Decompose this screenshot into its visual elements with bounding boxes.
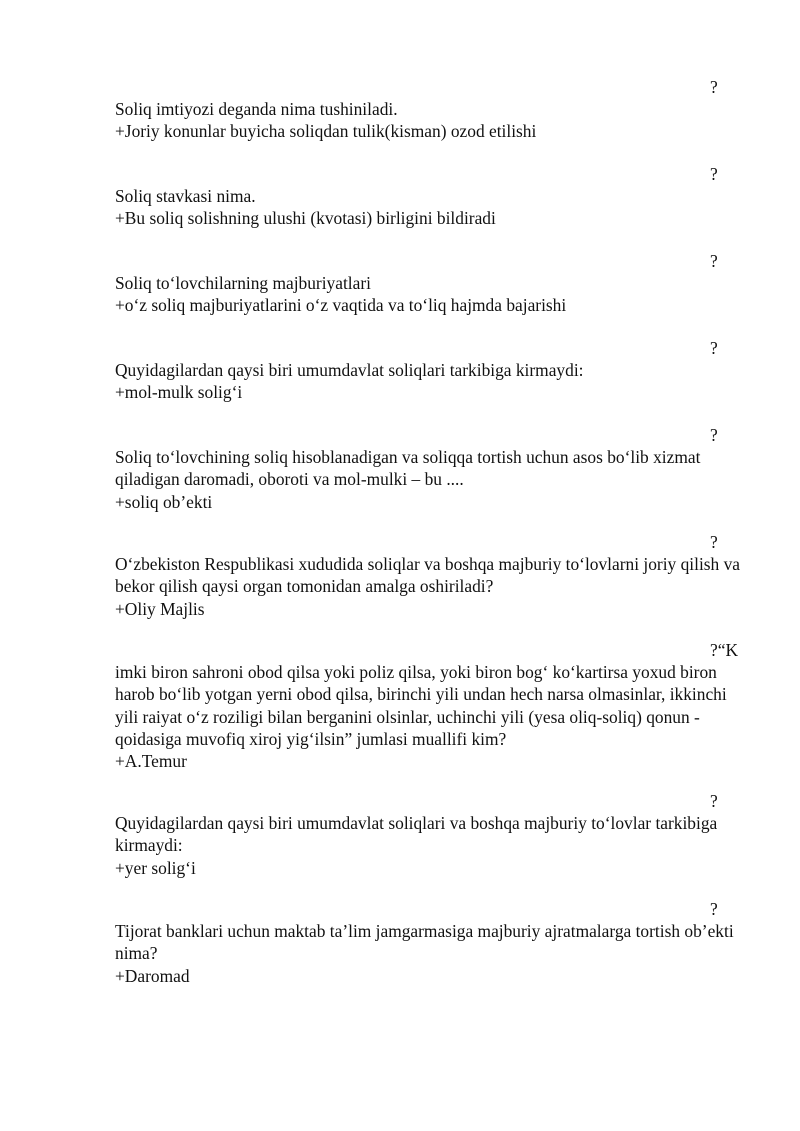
question-text: Soliq to‘lovchilarning majburiyatlari [115, 273, 371, 293]
question-block [115, 250, 745, 317]
question-block [115, 76, 745, 143]
question-block [115, 337, 745, 404]
question-text: Quyidagilardan qaysi biri umumdavlat soliqlari va boshqa majburiy to‘lovlar tarkibiga kirmaydi: [115, 813, 718, 856]
question-mark: ? [710, 164, 718, 184]
question-text: imki biron sahroni obod qilsa yoki poliz qilsa, yoki biron bog‘ ko‘kartirsa yoxud biron harob bo‘lib yotgan yerni obod qilsa, birinchi yili undan hech narsa olmasinlar, ikkinchi yili raiyat o‘z roziligi bilan berganini olsinlar, uchinchi yili (yesa oliq-soliq) qonun -qoidasiga muvofiq xiroj yig‘ilsin” jumlasi muallifi kim? [115, 662, 727, 749]
question-block [115, 639, 745, 772]
question-mark: ? [710, 338, 718, 358]
answer-text: +A.Temur [115, 751, 187, 772]
question-mark: ? [710, 77, 718, 97]
answer-text: +soliq ob’ekti [115, 491, 213, 512]
question-mark: ? [710, 425, 718, 445]
answer-text: +Daromad [115, 965, 190, 986]
question-text: Soliq to‘lovchining soliq hisoblanadigan va soliqqa tortish uchun asos bo‘lib xizmat qiladigan daromadi, oboroti va mol-mulki – bu .... [115, 447, 701, 490]
question-mark: ? [710, 899, 718, 919]
question-block [115, 898, 745, 987]
answer-text: +yer solig‘i [115, 857, 196, 878]
question-block [115, 531, 745, 620]
question-block [115, 163, 745, 230]
question-mark: ?“K [710, 640, 738, 660]
answer-text: +mol-mulk solig‘i [115, 382, 243, 403]
question-mark: ? [710, 791, 718, 811]
question-text: Soliq imtiyozi deganda nima tushiniladi. [115, 99, 398, 119]
answer-text: +Bu soliq solishning ulushi (kvotasi) birligini bildiradi [115, 208, 496, 229]
question-text: O‘zbekiston Respublikasi xududida soliqlar va boshqa majburiy to‘lovlarni joriy qilish va bekor qilish qaysi organ tomonidan amalga oshiriladi? [115, 554, 741, 597]
question-block [115, 790, 745, 879]
answer-text: +o‘z soliq majburiyatlarini o‘z vaqtida va to‘liq hajmda bajarishi [115, 295, 567, 316]
answer-text: +Oliy Majlis [115, 598, 205, 619]
question-mark: ? [710, 532, 718, 552]
answer-text: +Joriy konunlar buyicha soliqdan tulik(kisman) ozod etilishi [115, 121, 537, 142]
question-mark: ? [710, 251, 718, 271]
question-text: Soliq stavkasi nima. [115, 186, 256, 206]
question-text: Tijorat banklari uchun maktab ta’lim jamgarmasiga majburiy ajratmalarga tortish ob’ekti nima? [115, 921, 734, 964]
question-block [115, 424, 745, 513]
question-text: Quyidagilardan qaysi biri umumdavlat soliqlari tarkibiga kirmaydi: [115, 360, 584, 380]
